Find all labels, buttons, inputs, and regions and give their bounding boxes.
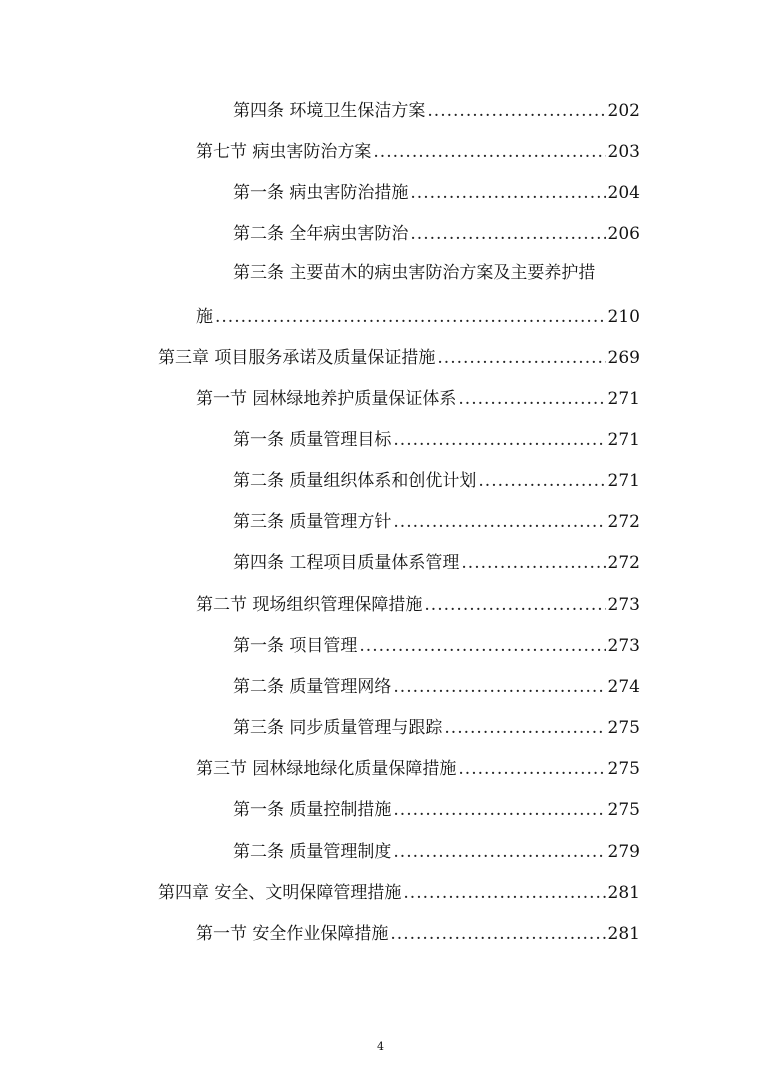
toc-entry-section[interactable]	[196, 754, 640, 780]
toc-entry-title: 第四条 环境卫生保洁方案	[233, 101, 426, 121]
toc-entry-page: 202	[607, 101, 640, 121]
toc-entry-title: 第二节 现场组织管理保障措施	[196, 595, 423, 615]
toc-entry-page: 271	[607, 471, 640, 491]
dot-leader	[215, 308, 606, 328]
dot-leader	[390, 925, 605, 945]
toc-entry-title: 施	[196, 307, 213, 327]
toc-entry-page: 203	[607, 142, 640, 162]
dot-leader	[458, 760, 605, 780]
page-number: 4	[377, 1040, 384, 1053]
toc-entry-title: 第二条 质量组织体系和创优计划	[233, 471, 477, 491]
toc-entry-title: 第三节 园林绿地绿化质量保障措施	[196, 759, 457, 779]
toc-entry-title: 第三章 项目服务承诺及质量保证措施	[158, 348, 436, 368]
toc-entry-section[interactable]	[196, 919, 640, 945]
toc-entry-article[interactable]	[233, 713, 640, 739]
toc-entry-page: 275	[607, 718, 640, 738]
dot-leader	[359, 637, 605, 657]
dot-leader	[393, 843, 605, 863]
toc-entry-page: 272	[607, 512, 640, 532]
toc-entry-title: 第一条 质量控制措施	[233, 800, 392, 820]
toc-entry-section[interactable]	[196, 590, 640, 616]
toc-entry-title: 第三条 同步质量管理与跟踪	[233, 718, 443, 738]
toc-entry-page: 210	[607, 307, 640, 327]
toc-entry-article-continuation[interactable]	[196, 302, 640, 328]
toc-entry-section[interactable]	[196, 137, 640, 163]
dot-leader	[461, 554, 605, 574]
toc-entry-title: 第二条 质量管理制度	[233, 842, 392, 862]
toc-entry-article[interactable]	[233, 507, 640, 533]
toc-entry-article[interactable]	[233, 178, 640, 204]
dot-leader	[437, 349, 605, 369]
toc-entry-page: 275	[607, 759, 640, 779]
dot-leader	[458, 390, 605, 410]
toc-entry-article[interactable]	[233, 466, 640, 492]
dot-leader	[410, 184, 605, 204]
toc-entry-title: 第一条 病虫害防治措施	[233, 183, 409, 203]
toc-entry-page: 274	[607, 677, 640, 697]
toc-entry-section[interactable]	[196, 384, 640, 410]
toc-entry-page: 206	[607, 224, 640, 244]
toc-entry-title: 第一条 质量管理目标	[233, 430, 392, 450]
toc-entry-title: 第二条 全年病虫害防治	[233, 224, 409, 244]
dot-leader	[373, 143, 605, 163]
dot-leader	[424, 596, 605, 616]
toc-entry-title: 第三条 质量管理方针	[233, 512, 392, 532]
toc-entry-title: 第四章 安全、文明保障管理措施	[158, 883, 402, 903]
toc-entry-page: 271	[607, 389, 640, 409]
dot-leader	[478, 472, 605, 492]
toc-entry-page: 271	[607, 430, 640, 450]
dot-leader	[403, 884, 605, 904]
toc-entry-article[interactable]	[233, 96, 640, 122]
toc-entry-title: 第一节 安全作业保障措施	[196, 924, 389, 944]
toc-entry-title: 第七节 病虫害防治方案	[196, 142, 372, 162]
dot-leader	[393, 513, 605, 533]
dot-leader	[410, 225, 605, 245]
toc-entry-article[interactable]	[233, 548, 640, 574]
toc-entry-page: 273	[607, 636, 640, 656]
toc-entry-chapter[interactable]	[158, 878, 640, 904]
toc-entry-page: 204	[607, 183, 640, 203]
toc-entry-page: 281	[607, 883, 640, 903]
dot-leader	[393, 678, 605, 698]
toc-entry-page: 273	[607, 595, 640, 615]
toc-entry-article[interactable]	[233, 631, 640, 657]
dot-leader	[427, 102, 605, 122]
toc-entry-page: 275	[607, 800, 640, 820]
dot-leader	[393, 431, 605, 451]
toc-entry-article[interactable]	[233, 837, 640, 863]
toc-entry-article[interactable]	[233, 219, 640, 245]
dot-leader	[444, 719, 605, 739]
toc-entry-article[interactable]	[233, 425, 640, 451]
dot-leader	[393, 801, 605, 821]
toc-entry-title: 第一条 项目管理	[233, 636, 358, 656]
toc-entry-title: 第一节 园林绿地养护质量保证体系	[196, 389, 457, 409]
toc-entry-page: 272	[607, 553, 640, 573]
toc-entry-chapter[interactable]	[158, 343, 640, 369]
toc-entry-title-wrapped[interactable]: 第三条 主要苗木的病虫害防治方案及主要养护措	[233, 263, 596, 283]
toc-entry-article[interactable]	[233, 795, 640, 821]
toc-entry-title: 第四条 工程项目质量体系管理	[233, 553, 460, 573]
toc-entry-title: 第二条 质量管理网络	[233, 677, 392, 697]
toc-entry-page: 269	[607, 348, 640, 368]
toc-entry-page: 281	[607, 924, 640, 944]
toc-entry-page: 279	[607, 842, 640, 862]
toc-entry-article[interactable]	[233, 672, 640, 698]
